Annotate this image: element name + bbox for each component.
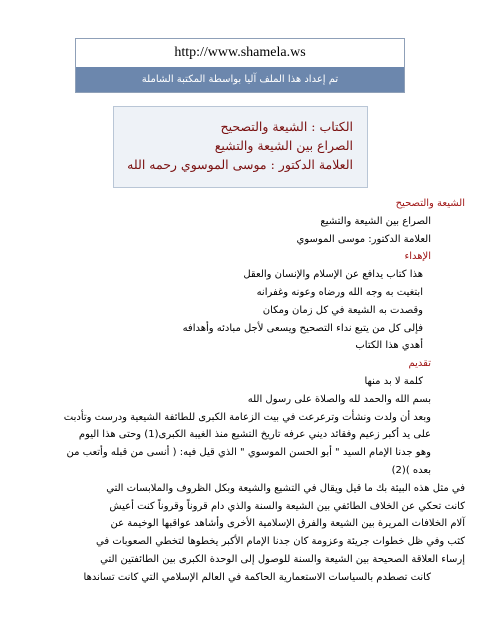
banner-subtitle: تم إعداد هذا الملف آليا بواسطة المكتبة الشاملة: [76, 67, 404, 92]
text-line: آلام الخلافات المريرة بين الشيعة والفرق الإسلامية الأخرى وأشاهد عواقبها الوخيمة عن: [110, 518, 465, 530]
text-line: كانت تحكي عن الخلاف الطائفي بين الشيعة والسنة والذي دام قروناً وقروناً كنت أعيش: [109, 500, 465, 512]
text-line: بسم الله والحمد لله والصلاة على رسول الله: [247, 393, 431, 405]
book-title: الكتاب : الشيعة والتصحيح: [220, 119, 353, 134]
text-line: وقصدت به الشيعة في كل زمان ومكان: [262, 304, 423, 316]
text-line: هذا كتاب يدافع عن الإسلام والإنسان والعقل: [243, 269, 423, 281]
text-line: كثب وفي ظل خطوات جريئة وعزومة كان جدنا الإمام الأكبر يخطوها لتخطي الصعوبات في: [96, 536, 465, 548]
text-line: العلامة الدكتور: موسى الموسوي: [296, 233, 431, 245]
text-line: وهو جدنا الإمام السيد " أبو الحسن الموسوي " الذي قيل فيه: ( أنسى من قبله وأتعب من: [66, 447, 431, 459]
section-heading: تقديم: [408, 358, 431, 370]
section-heading: الشيعة والتصحيح: [395, 198, 465, 209]
text-line: أهدي هذا الكتاب: [355, 340, 423, 352]
text-line: إرساء العلاقة الصحيحة بين الشيعة والسنة للوصول إلى الوحدة الكبرى بين الطائفتين التي: [100, 553, 465, 565]
text-line: ابتغيت به وجه الله ورضاه وعونه وغفرانه: [256, 286, 423, 298]
text-line: بعده )(2): [391, 464, 431, 476]
book-subtitle: الصراع بين الشيعة والتشيع: [214, 138, 353, 153]
site-banner: [75, 38, 405, 93]
text-line: كلمة لا بد منها: [364, 375, 423, 387]
section-heading: الإهداء: [404, 251, 431, 263]
document-body: [20, 195, 465, 587]
text-line: على يد أكبر زعيم وفقائد ديني عرفه تاريخ التشيع منذ الغيبة الكبرى(1) وحتى هذا اليوم: [78, 429, 431, 441]
book-info-box: [113, 106, 368, 188]
text-line: فإلى كل من يتبع نداء التصحيح ويسعى لأجل مبادئه وأهدافه: [182, 322, 423, 334]
text-line: كانت تصطدم بالسياسات الاستعمارية الحاكمة في العالم الإسلامي التي كانت تساندها: [83, 571, 431, 583]
book-author: العلامة الدكتور : موسى الموسوي رحمه الله: [127, 157, 353, 172]
text-line: وبعد أن ولدت ونشأت وترعرعت في بيت الزعامة الكبرى للطائفة الشيعية ودرست وتأدبت: [63, 411, 431, 423]
text-line: الصراع بين الشيعة والتشيع: [320, 215, 431, 227]
site-url[interactable]: http://www.shamela.ws: [174, 45, 306, 60]
text-line: في مثل هذه البيئة بك ما قيل ويقال في التشيع والشيعة وبكل الظروف والملابسات التي: [106, 482, 465, 494]
